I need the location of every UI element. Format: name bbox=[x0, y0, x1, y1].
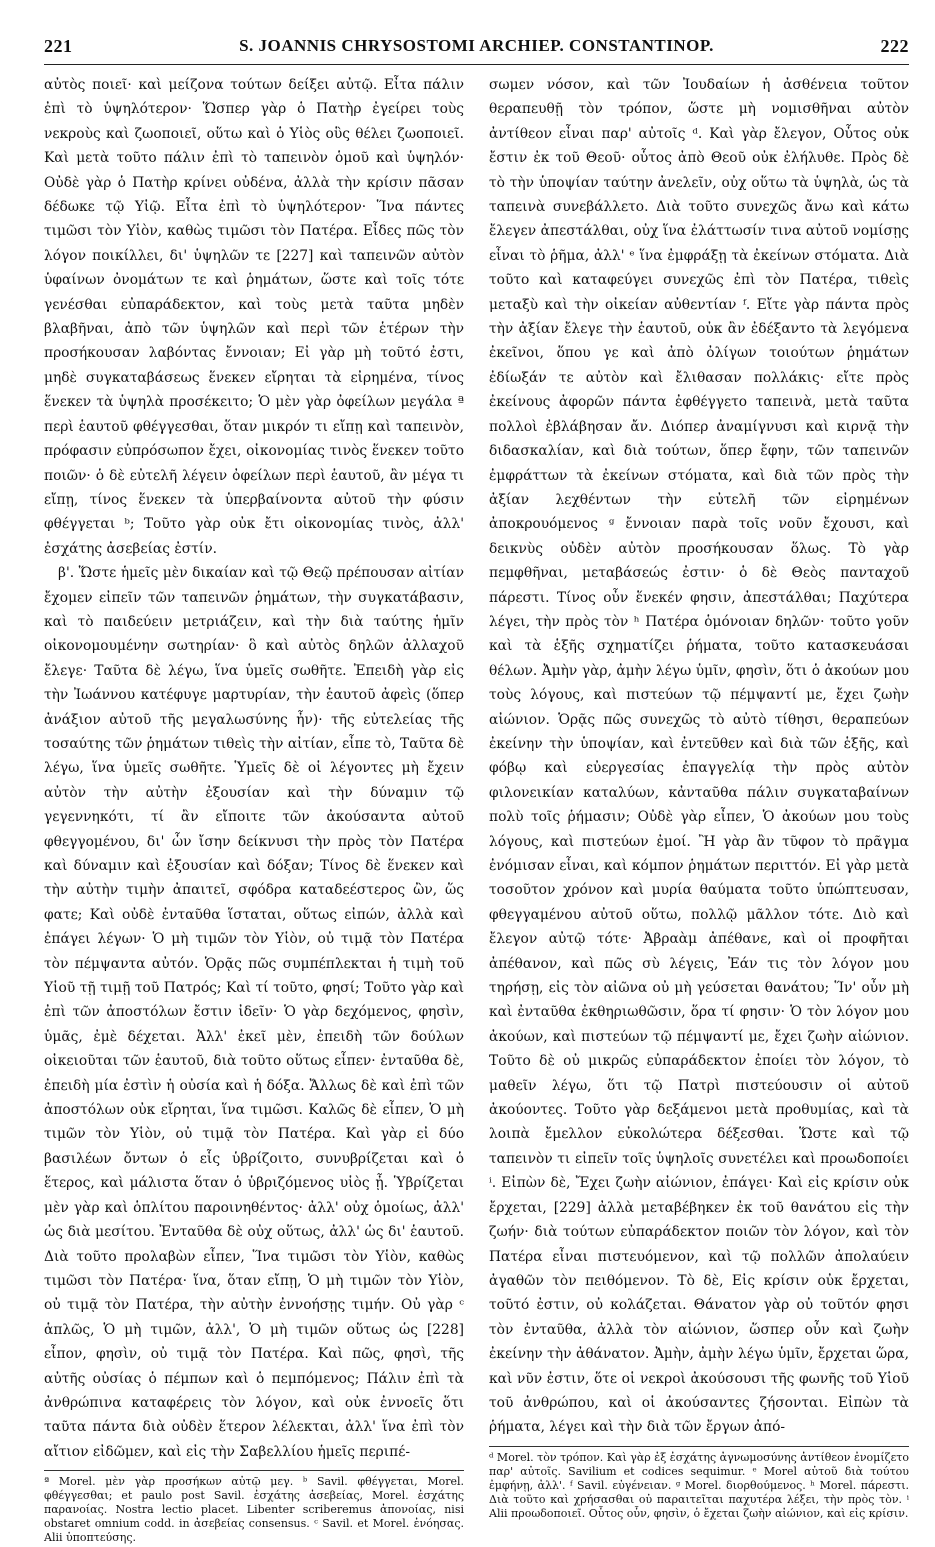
running-title: S. JOANNIS CHRYSOSTOMI ARCHIEP. CONSTANTINOP. bbox=[239, 36, 714, 55]
page-number-right: 222 bbox=[880, 36, 909, 56]
running-header bbox=[44, 30, 909, 65]
left-column-body bbox=[44, 73, 464, 1464]
right-footnote-text: ᵈ Morel. τὸν τρόπον. Καὶ γὰρ ἐξ ἐσχάτης ἀγνωμοσύνης ἀντίθεον ἐνομίζετο παρ' αὐτοῖς. Savilium et codices sequimur. ᵉ Morel αὐτοῦ διὰ τούτου ἐμφήνῃ, ἀλλ'. ᶠ Savil. εὐγένειαν. ᵍ Morel. διορθούμενος. ʰ Morel. πάρεστι. Διὰ τοῦτο καὶ χρήσασθαι οὐ παραιτεῖται παχυτέρα λέξει, τὴν πρὸς τὸν. ⁱ Alii προωδοποιεῖ. Οὗτος οὖν, φησὶν, ὁ ἔχεται ζωὴν αἰώνιον, καὶ εἰς κρίσιν. bbox=[489, 1450, 909, 1520]
right-paragraph-1: σωμεν νόσον, καὶ τῶν Ἰουδαίων ἡ ἀσθένεια τοῦτον θεραπευθῇ τὸν τρόπον, ὥστε μὴ νομισθῆναι αὐτὸν ἀντίθεον εἶναι παρ' αὐτοῖς ᵈ. Καὶ γὰρ ἔλεγον, Οὗτος οὐκ ἔστιν ἐκ τοῦ Θεοῦ· οὗτος ἀπὸ Θεοῦ οὐκ ἐλήλυθε. Πρὸς δὲ τὸ τὴν ὑποψίαν ταύτην ἀνελεῖν, οὐχ οὕτω τὰ ὑψηλὰ, ὡς τὰ ταπεινὰ συνεβάλλετο. Διὰ τοῦτο συνεχῶς ἄνω καὶ κάτω ἔλεγεν ἀπεστάλθαι, οὐχ ἵνα ἐλάττωσίν τινα αὐτοῦ νομίσῃς εἶναι τὸ ῥῆμα, ἀλλ' ᵉ ἵνα ἐμφράξῃ τὰ ἐκείνων στόματα. Διὰ τοῦτο καὶ καταφεύγει συνεχῶς ἐπὶ τὸν Πατέρα, τιθεὶς μεταξὺ καὶ τὴν οἰκείαν αὐθεντίαν ᶠ. Εἴτε γὰρ πάντα πρὸς τὴν ἀξίαν ἔλεγε τὴν ἑαυτοῦ, οὐκ ἂν ἐδέξαντο τὰ λεγόμενα ἐκεῖνοι, ὅπου γε καὶ ἀπὸ ὀλίγων τοιούτων ῥημάτων ἐδίωξάν τε αὐτὸν καὶ ἔλιθασαν πολλάκις· εἴτε πρὸς ἐκείνους ἀφορῶν πάντα ἐφθέγγετο ταπεινὰ, μετὰ ταῦτα πολλοὶ ἐβλάβησαν ἄν. Διόπερ ἀναμίγνυσι καὶ κιρνᾷ τὴν διδασκαλίαν, καὶ διὰ τούτων, ὅπερ ἔφην, τῶν ταπεινῶν ἐμφράττων τὰ ἐκείνων στόματα, καὶ διὰ τῶν πρὸς τὴν ἀξίαν λεχθέντων τὴν εὐτελῆ τῶν εἰρημένων ἀποκρουόμενος ᵍ ἔννοιαν παρὰ τοῖς νοῦν ἔχουσι, καὶ δεικνὺς οὐδὲν αὐτὸν προσήκουσαν ὅλως. Τὸ γὰρ πεμφθῆναι, μεταβάσεώς ἐστιν· ὁ δὲ Θεὸς πανταχοῦ πάρεστι. Τίνος οὖν ἕνεκέν φησιν, ἀπεστάλθαι; Παχύτερα λέγει, τὴν πρὸς τὸν ʰ Πατέρα ὁμόνοιαν δηλῶν· τοῦτο γοῦν καὶ τὰ ἑξῆς σχηματίζει ῥήματα, τοῦτο κατασκευάσαι θέλων. Ἀμὴν γὰρ, ἀμὴν λέγω ὑμῖν, φησὶν, ὅτι ὁ ἀκούων μου τοὺς λόγους, καὶ πιστεύων τῷ πέμψαντί με, ἔχει ζωὴν αἰώνιον. Ὁρᾷς πῶς συνεχῶς τὸ αὐτὸ τίθησι, θεραπεύων ἐκείνην τὴν ὑποψίαν, καὶ ἐντεῦθεν καὶ διὰ τῶν ἑξῆς, καὶ φόβῳ καὶ εὐεργεσίας ἐπαγγελίᾳ τὴν πρὸς αὐτὸν φιλονεικίαν καταλύων, κἀνταῦθα πάλιν συγκαταβαίνων πολὺ τοῖς ῥήμασιν; Οὐδὲ γὰρ εἶπεν, Ὁ ἀκούων μου τοὺς λόγους, καὶ πιστεύων ἐμοί. Ἢ γὰρ ἂν τῦφον τὸ πρᾶγμα ἐνόμισαν εἶναι, καὶ κόμπον ῥημάτων περιττόν. Εἰ γὰρ μετὰ τοσοῦτον χρόνον καὶ μυρία θαύματα τοῦτο ὑπώπτευσαν, φθεγγαμένου αὐτοῦ οὕτω, πολλῷ μᾶλλον τότε. Διὸ καὶ ἔλεγον αὐτῷ τότε· Ἀβραὰμ ἀπέθανε, καὶ οἱ προφῆται ἀπέθανον, καὶ πῶς σὺ λέγεις, Ἐάν τις τὸν λόγον μου τηρήσῃ, εἰς τὸν αἰῶνα οὐ μὴ γεύσεται θανάτου; Ἵν' οὖν μὴ καὶ ἐνταῦθα ἐκθηριωθῶσιν, ὅρα τί φησιν· Ὁ τὸν λόγον μου ἀκούων, καὶ πιστεύων τῷ πέμψαντί με, ἔχει ζωὴν αἰώνιον. Τοῦτο δὲ οὐ μικρῶς εὐπαράδεκτον ἐποίει τὸν λόγον, τὸ μαθεῖν λέγω, ὅτι τῷ Πατρὶ πιστεύουσιν οἱ αὐτοῦ ἀκούοντες. Τοῦτο γὰρ δεξάμενοι μετὰ προθυμίας, καὶ τὰ λοιπὰ ἔμελλον εὐκολώτερα δέξεσθαι. Ὥστε καὶ τῷ ταπεινὸν τι εἰπεῖν τοῖς ὑψηλοῖς συνετέλει καὶ προωδοποίει ⁱ. Εἰπὼν δὲ, Ἔχει ζωὴν αἰώνιον, ἐπάγει· Καὶ εἰς κρίσιν οὐκ ἔρχεται, [229] ἀλλὰ μεταβέβηκεν ἐκ τοῦ θανάτου εἰς τὴν ζωήν· διὰ τούτων εὐπαράδεκτον ποιῶν τὸν λόγον, καὶ τὸν Πατέρα εἶναι πιστευόμενον, καὶ τῷ πολλῶν ἀπολαύειν ἀγαθῶν τὸν πειθόμενον. Τὸ δὲ, Εἰς κρίσιν οὐκ ἔρχεται, τοῦτό ἐστιν, οὐ κολάζεται. Θάνατον γὰρ οὐ τοῦτόν φησι τὸν ἐνταῦθα, ἀλλὰ τὸν αἰώνιον, ὥσπερ οὖν καὶ ζωὴν ἐκείνην τὴν ἀθάνατον. Ἀμὴν, ἀμὴν λέγω ὑμῖν, ἔρχεται ὥρα, καὶ νῦν ἐστιν, ὅτε οἱ νεκροὶ ἀκούσουσι τῆς φωνῆς τοῦ Υἱοῦ τοῦ ἀνθρώπου, καὶ οἱ ἀκούσαντες ζήσονται. Εἰπὼν τὰ ῥήματα, λέγει καὶ τὴν διὰ τῶν ἔργων ἀπό- bbox=[489, 77, 909, 1436]
left-footnote-text: ª Morel. μὲν γὰρ προσήκων αὐτῷ μεγ. ᵇ Savil. φθέγγεται, Morel. φθέγγεσθαι; et paulo post Savil. ἐσχάτης ἀσεβείας, Morel. ἐσχάτης παρανοίας. Nostra lectio placet. Libenter scriberemus ἀπονοίας, nisi obstaret omnium codd. in ἀσεβείας consensus. ᶜ Savil. et Morel. ἐνόησας. Alii ὑποπτεύσης. bbox=[44, 1475, 464, 1545]
left-paragraph-1: αὐτὸς ποιεῖ· καὶ μείζονα τούτων δείξει αὐτῷ. Εἶτα πάλιν ἐπὶ τὸ ὑψηλότερον· Ὥσπερ γὰρ ὁ Πατὴρ ἐγείρει τοὺς νεκροὺς καὶ ζωοποιεῖ, οὕτω καὶ ὁ Υἱὸς οὓς θέλει ζωοποιεῖ. Καὶ μετὰ τοῦτο πάλιν ἐπὶ τὸ ταπεινὸν ὁμοῦ καὶ ὑψηλόν· Οὐδὲ γὰρ ὁ Πατὴρ κρίνει οὐδένα, ἀλλὰ τὴν κρίσιν πᾶσαν δέδωκε τῷ Υἱῷ. Εἶτα ἐπὶ τὸ ὑψηλότερον· Ἵνα πάντες τιμῶσι τὸν Υἱὸν, καθὼς τιμῶσι τὸν Πατέρα. Εἶδες πῶς τὸν λόγον ποικίλλει, δι' ὑψηλῶν τε [227] καὶ ταπεινῶν αὐτὸν ὑφαίνων ὀνομάτων τε καὶ ῥημάτων, ὥστε καὶ τοῖς τότε γενέσθαι εὐπαράδεκτον, καὶ τοὺς μετὰ ταῦτα μηδὲν βλαβῆναι, ἀπὸ τῶν ὑψηλῶν καὶ περὶ τῶν ἑτέρων τὴν προσήκουσαν λαβόντας ἔννοιαν; Εἰ γὰρ μὴ τοῦτό ἐστι, μηδὲ συγκαταβάσεως ἕνεκεν εἴρηται τὰ εἰρημένα, τίνος ἕνεκεν τὰ ὑψηλὰ προσέκειτο; Ὁ μὲν γὰρ ὀφείλων μεγάλα ª περὶ ἑαυτοῦ φθέγγεσθαι, ὅταν μικρόν τι εἴπῃ καὶ ταπεινὸν, πρόφασιν εὐπρόσωπον ἔχει, οἰκονομίας τινὸς ἕνεκεν τοῦτο ποιῶν· ὁ δὲ εὐτελῆ λέγειν ὀφείλων περὶ ἑαυτοῦ, ἂν μέγα τι εἴπῃ, τίνος ἕνεκεν τὰ ὑπερβαίνοντα αὐτοῦ τὴν φύσιν φθέγγεται ᵇ; Τοῦτο γὰρ οὐκ ἔτι οἰκονομίας τινὸς, ἀλλ' ἐσχάτης ἀσεβείας ἐστίν. bbox=[44, 77, 464, 557]
page-number-left: 221 bbox=[44, 36, 73, 56]
left-footnotes bbox=[44, 1470, 464, 1545]
text-columns bbox=[44, 73, 909, 1545]
right-column bbox=[489, 73, 909, 1520]
left-column bbox=[44, 73, 464, 1545]
right-footnotes bbox=[489, 1446, 909, 1521]
left-paragraph-2: β'. Ὥστε ἡμεῖς μὲν δικαίαν καὶ τῷ Θεῷ πρέπουσαν αἰτίαν ἔχομεν εἰπεῖν τῶν ταπεινῶν ῥημάτων, τὴν συγκατάβασιν, καὶ τὸ παιδεύειν μετριάζειν, καὶ τὴν διὰ ταύτης ἡμῖν οἰκονομουμένην σωτηρίαν· ὃ καὶ αὐτὸς δηλῶν ἀλλαχοῦ ἔλεγε· Ταῦτα δὲ λέγω, ἵνα ὑμεῖς σωθῆτε. Ἐπειδὴ γὰρ εἰς τὴν Ἰωάννου κατέφυγε μαρτυρίαν, τὴν ἑαυτοῦ ἀφεὶς (ὅπερ ἀνάξιον αὐτοῦ τῆς μεγαλωσύνης ἦν)· τῆς εὐτελείας τῆς τοσαύτης τῶν ῥημάτων τιθεὶς τὴν αἰτίαν, εἶπε τὸ, Ταῦτα δὲ λέγω, ἵνα ὑμεῖς σωθῆτε. Ὑμεῖς δὲ οἱ λέγοντες μὴ ἔχειν αὐτὸν τὴν αὐτὴν ἐξουσίαν καὶ τὴν δύναμιν τῷ γεγεννηκότι, τί ἂν εἴποιτε τῶν ἀκούσαντα αὐτοῦ φθεγγομένου, δι' ὧν ἴσην δείκνυσι τὴν πρὸς τὸν Πατέρα καὶ δύναμιν καὶ ἐξουσίαν καὶ δόξαν; Τίνος δὲ ἕνεκεν καὶ τὴν αὐτὴν τιμὴν ἀπαιτεῖ, σφόδρα καταδεέστερος ὢν, ὥς φατε; Καὶ οὐδὲ ἐνταῦθα ἵσταται, οὕτως εἰπών, ἀλλὰ καὶ ἐπάγει λέγων· Ὁ μὴ τιμῶν τὸν Υἱὸν, οὐ τιμᾷ τὸν Πατέρα τὸν πέμψαντα αὐτόν. Ὁρᾷς πῶς συμπέπλεκται ἡ τιμὴ τοῦ Υἱοῦ τῇ τιμῇ τοῦ Πατρός; Καὶ τί τοῦτο, φησί; Τοῦτο γὰρ καὶ ἐπὶ τῶν ἀποστόλων ἔστιν ἰδεῖν· Ὁ γὰρ δεχόμενος, φησὶν, ὑμᾶς, ἐμὲ δέχεται. Ἀλλ' ἐκεῖ μὲν, ἐπειδὴ τῶν δούλων οἰκειοῦται τῶν ἑαυτοῦ, διὰ τοῦτο οὕτως εἶπεν· ἐνταῦθα δὲ, ἐπειδὴ μία ἐστὶν ἡ οὐσία καὶ ἡ δόξα. Ἄλλως δὲ καὶ ἐπὶ τῶν ἀποστόλων οὐκ εἴρηται, ἵνα τιμῶσι. Καλῶς δὲ εἶπεν, Ὁ μὴ τιμῶν τὸν Υἱὸν, οὐ τιμᾷ τὸν Πατέρα. Καὶ γὰρ εἰ δύο βασιλέων ὄντων ὁ εἷς ὑβρίζοιτο, συνυβρίζεται καὶ ὁ ἕτερος, καὶ μάλιστα ὅταν ὁ ὑβριζόμενος υἱὸς ᾖ. Ὑβρίζεται μὲν γὰρ καὶ ὁπλίτου παροινηθέντος· ἀλλ' οὐχ ὁμοίως, ἀλλ' ὡς διὰ μεσίτου. Ἐνταῦθα δὲ οὐχ οὕτως, ἀλλ' ὡς δι' ἑαυτοῦ. Διὰ τοῦτο προλαβὼν εἶπεν, Ἵνα τιμῶσι τὸν Υἱὸν, καθὼς τιμῶσι τὸν Πατέρα· ἵνα, ὅταν εἴπῃ, Ὁ μὴ τιμῶν τὸν Υἱὸν, οὐ τιμᾷ τὸν Πατέρα, τὴν αὐτὴν ἐννοήσῃς τιμήν. Οὐ γὰρ ᶜ ἁπλῶς, Ὁ μὴ τιμῶν, ἀλλ', Ὁ μὴ τιμῶν οὕτως ὡς [228] εἶπον, φησὶν, οὐ τιμᾷ τὸν Πατέρα. Καὶ πῶς, φησὶ, τῆς αὐτῆς οὐσίας ὁ πέμπων καὶ ὁ πεμπόμενος; Πάλιν ἐπὶ τὰ ἀνθρώπινα καταφέρεις τὸν λόγον, καὶ οὐκ ἐννοεῖς ὅτι ταῦτα πάντα διὰ οὐδὲν ἕτερον λέλεκται, ἀλλ' ἵνα ἐπὶ τὸν αἴτιον εἰδῶμεν, καὶ εἰς τὴν Σαβελλίου ἡμεῖς περιπέ- bbox=[44, 565, 464, 1460]
right-column-body bbox=[489, 73, 909, 1440]
